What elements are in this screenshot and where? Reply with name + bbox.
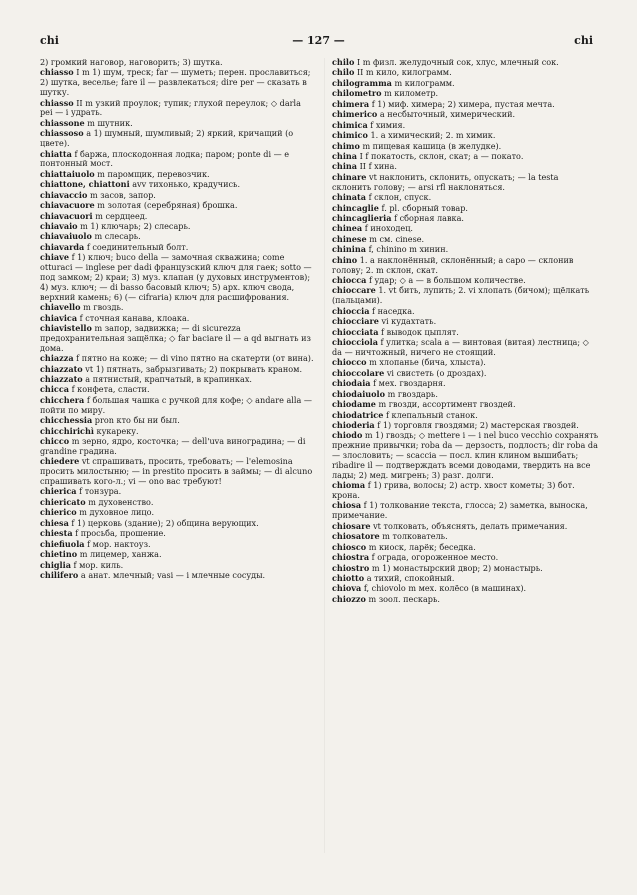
dictionary-entry <box>332 68 600 78</box>
entry-definition: m гвоздь. <box>83 302 124 313</box>
entry-headword: chiostra <box>332 552 370 563</box>
entry-definition: m 1) ключарь; 2) слесарь. <box>80 221 191 232</box>
dictionary-entry <box>332 131 600 141</box>
entry-definition: f соединительный болт. <box>86 241 189 252</box>
dictionary-entry <box>40 571 315 581</box>
entry-definition: I m физл. желудочный сок, хлус, млечный сок. <box>356 58 559 67</box>
dictionary-entry <box>40 396 315 416</box>
entry-headword: chierico <box>40 507 77 518</box>
dictionary-entry <box>332 390 600 400</box>
dictionary-entry <box>332 400 600 410</box>
entry-headword: chiasso <box>40 97 74 108</box>
entry-definition: I m 1) шум, треск; far — шуметь; перен. прославиться; 2) шутка, веселье; fare il — развлекаться; dire per — сказать в шутку. <box>40 67 311 98</box>
dictionary-entry <box>40 529 315 539</box>
dictionary-entry <box>40 354 315 364</box>
entry-definition: a 1) шумный, шумливый; 2) яркий, кричащий (о цвете). <box>40 128 294 149</box>
entry-headword: chiassone <box>40 117 85 128</box>
dictionary-entry <box>40 253 315 302</box>
entry-definition: a тихий, спокойный. <box>366 572 455 583</box>
dictionary-entry <box>332 317 600 327</box>
entry-headword: chiova <box>332 583 362 594</box>
entry-headword: chiavello <box>40 302 81 313</box>
entry-definition: m толкователь. <box>382 531 448 542</box>
entry-headword: chiozzo <box>332 593 366 604</box>
entry-definition: vt 1) пятнать, забрызгивать; 2) покрывать краном. <box>85 363 303 374</box>
dictionary-entry <box>40 457 315 487</box>
entry-definition: m километр. <box>384 88 439 99</box>
entry-headword: chimera <box>332 98 370 109</box>
entry-definition: m шутник. <box>87 117 133 128</box>
entry-headword: chiavaiuolo <box>40 231 92 242</box>
entry-headword: chinare <box>332 171 367 182</box>
entry-headword: chinea <box>332 223 363 234</box>
entry-headword: chiavacuore <box>40 200 95 211</box>
entry-definition: m сердцеед. <box>95 210 148 221</box>
entry-definition: I f покатость, склон, скат; a — покато. <box>359 150 524 161</box>
dictionary-entry <box>40 365 315 375</box>
entry-headword: chiefiuola <box>40 538 85 549</box>
entry-definition: f баржа, плоскодонная лодка; паром; ponte di — e понтонный мост. <box>40 148 290 169</box>
entry-definition: vt наклонить, склонить, опускать; — la testa склонить голову; — arsi rfl наклоняться. <box>332 171 559 192</box>
entry-definition: f выводок цыплят. <box>381 326 459 337</box>
entry-headword: chioccolare <box>332 367 385 378</box>
entry-definition: f, chinino m хинин. <box>368 244 449 255</box>
dictionary-entry <box>40 550 315 560</box>
entry-headword: chicchirichì <box>40 425 94 436</box>
entry-definition: m гвозди, ассортимент гвоздей. <box>378 399 516 410</box>
entry-definition: m духовенство. <box>88 496 154 507</box>
entry-definition: m 1) монастырский двор; 2) монастырь. <box>371 562 543 573</box>
dictionary-entry <box>332 152 600 162</box>
entry-definition: f клепальный станок. <box>385 409 478 420</box>
entry-definition: f улитка; scala a — винтовая (витая) лестница; ◇ da — ничтожный, ничего не стоящий. <box>332 337 589 357</box>
entry-headword: chioma <box>332 480 366 491</box>
entry-definition: avv тихонько, крадучись. <box>132 179 241 190</box>
entry-definition: m киоск, ларёк; беседка. <box>368 541 476 552</box>
entry-headword: chiocco <box>332 357 367 368</box>
right-column <box>332 58 600 605</box>
entry-headword: chiotto <box>332 572 365 583</box>
entry-definition: a несбыточный, химерический. <box>379 109 516 120</box>
column-gutter <box>324 58 325 853</box>
dictionary-entry <box>40 498 315 508</box>
entry-headword: chiavacuori <box>40 210 93 221</box>
entry-headword: chincaglieria <box>332 212 392 223</box>
entry-headword: chiosatore <box>332 531 380 542</box>
running-head-right: chi <box>574 34 593 47</box>
running-head-left: chi <box>40 34 59 47</box>
dictionary-entry <box>332 564 600 574</box>
entry-definition: f химия. <box>370 119 406 130</box>
entry-definition: II m кило, килограмм. <box>356 67 452 78</box>
entry-headword: chiazzato <box>40 363 83 374</box>
entry-definition: m паромщик, перевозчик. <box>97 168 210 179</box>
entry-headword: chiesta <box>40 528 73 539</box>
dictionary-entry <box>40 129 315 149</box>
entry-headword: chiazzato <box>40 374 83 385</box>
entry-headword: chimerico <box>332 109 378 120</box>
dictionary-entry <box>332 369 600 379</box>
entry-definition: m хлопанье (бича, хлыста). <box>369 357 486 368</box>
entry-definition: m гвоздарь. <box>387 388 438 399</box>
dictionary-entry <box>332 276 600 286</box>
entry-definition: f 1) толкование текста, глосса; 2) заметка, выноска, примечание. <box>332 500 588 521</box>
entry-definition: 1. vt бить, лупить; 2. vi хлопать (бичом); щёлкать (пальцами). <box>332 285 590 306</box>
entry-headword: chiattaiuolo <box>40 168 95 179</box>
page-number: — 127 — <box>292 34 345 47</box>
dictionary-entry <box>332 173 600 193</box>
entry-headword: chicca <box>40 384 69 395</box>
entry-headword: chioccia <box>332 305 370 316</box>
entry-definition: m зоол. пескарь. <box>368 593 440 604</box>
dictionary-entry <box>40 508 315 518</box>
entry-headword: chimo <box>332 140 360 151</box>
dictionary-entry <box>332 121 600 131</box>
entry-headword: chiodaiuolo <box>332 388 386 399</box>
entry-headword: chiodo <box>332 430 363 441</box>
entry-headword: chierica <box>40 486 77 497</box>
dictionary-entry <box>332 481 600 501</box>
dictionary-entry <box>40 303 315 313</box>
entry-headword: chiavica <box>40 312 78 323</box>
entry-headword: chiave <box>40 252 69 263</box>
entry-definition: m см. cinese. <box>369 233 425 244</box>
entry-headword: chicchera <box>40 394 85 405</box>
entry-headword: chinina <box>332 244 366 255</box>
entry-headword: chicchessia <box>40 415 93 426</box>
dictionary-entry <box>332 193 600 203</box>
entry-definition: vi кудахтать. <box>381 316 437 327</box>
entry-definition: f иноходец. <box>364 223 413 234</box>
entry-definition: f 1) церковь (здание); 2) община верующих. <box>71 517 259 528</box>
entry-definition: m засов, запор. <box>90 189 156 200</box>
entry-definition: II f хина. <box>359 161 397 172</box>
entry-headword: chiocciata <box>332 326 379 337</box>
entry-headword: chioderia <box>332 419 375 430</box>
dictionary-entry <box>40 150 315 170</box>
dictionary-entry <box>332 224 600 234</box>
dictionary-entry <box>332 532 600 542</box>
dictionary-entry <box>332 431 600 480</box>
entry-headword: china <box>332 161 358 172</box>
dictionary-entry <box>332 379 600 389</box>
entry-headword: chilo <box>332 67 355 78</box>
entry-headword: chiavaio <box>40 221 78 232</box>
dictionary-entry <box>332 501 600 521</box>
entry-definition: m килограмм. <box>394 77 455 88</box>
entry-definition: f 1) миф. химера; 2) химера, пустая мечта. <box>371 98 555 109</box>
dictionary-entry <box>332 110 600 120</box>
entry-definition: f, chiovolo m мех. колёсо (в машинах). <box>363 583 527 594</box>
entry-definition: pron кто бы ни был. <box>94 415 180 426</box>
entry-headword: chilogramma <box>332 77 392 88</box>
entry-headword: chiassoso <box>40 128 84 139</box>
entry-definition: f 1) торговля гвоздями; 2) мастерская гвоздей. <box>377 419 579 430</box>
dictionary-entry <box>332 411 600 421</box>
entry-headword: chiocciare <box>332 316 379 327</box>
entry-headword: chiostro <box>332 562 370 573</box>
dictionary-entry <box>332 421 600 431</box>
entry-definition: m слесарь. <box>94 231 141 242</box>
dictionary-entry <box>40 180 315 190</box>
dictionary-entry <box>332 307 600 317</box>
dictionary-entry <box>332 142 600 152</box>
entry-definition: m духовное лицо. <box>79 507 155 518</box>
dictionary-entry <box>332 522 600 532</box>
entry-headword: chilo <box>332 58 355 67</box>
dictionary-entry <box>40 222 315 232</box>
entry-headword: chiglia <box>40 559 71 570</box>
entry-headword: chimico <box>332 130 368 141</box>
entry-definition: f пятно на коже; — di vino пятно на скатерти (от вина). <box>76 353 314 364</box>
dictionary-entry <box>332 162 600 172</box>
entry-definition: кукареку. <box>96 425 139 436</box>
entry-headword: chiatta <box>40 148 72 159</box>
dictionary-entry <box>332 204 600 214</box>
entry-headword: chiavistello <box>40 323 92 334</box>
entry-definition: f просьба, прошение. <box>75 528 166 539</box>
entry-definition: m золотая (серебряная) брошка. <box>97 200 238 211</box>
entry-headword: chiocciola <box>332 337 378 348</box>
entry-headword: chiavaccio <box>40 189 88 200</box>
entry-headword: chioccare <box>332 285 376 296</box>
entry-headword: chiasso <box>40 67 74 78</box>
dictionary-entry <box>332 100 600 110</box>
dictionary-entry <box>40 540 315 550</box>
entry-definition: 1. a химический; 2. m химик. <box>370 130 496 141</box>
entry-definition: vt спрашивать, просить, требовать; — l'elemosina просить милостыню; — in prestito просить в займы; — di alcuno спрашивать кого-л.; vi — ono вас требуют! <box>40 456 313 487</box>
entry-headword: chinata <box>332 192 366 203</box>
entry-definition: f большая чашка с ручкой для кофе; ◇ andare alla — пойти по миру. <box>40 394 312 415</box>
dictionary-entry <box>40 243 315 253</box>
dictionary-entry <box>40 561 315 571</box>
entry-definition: f конфета, сласти. <box>71 384 150 395</box>
dictionary-entry <box>40 212 315 222</box>
entry-definition: f. pl. сборный товар. <box>381 202 469 213</box>
entry-headword: chietino <box>40 549 78 560</box>
dictionary-entry <box>40 324 315 354</box>
entry-definition: f 1) ключ; buco della — замочная скважина; come otturaci — inglese per dadi французский ключ для гаек; sotto — под замком; 2) краи; 3) муз. клапан (у духовых инструментов); 4) муз. ключ; — di basso басовый ключ; 5) арх. ключ свода, верхний камень; 6) (— cifraria) ключ для расшифрования. <box>40 252 312 302</box>
entry-definition: f мор. киль. <box>73 559 124 570</box>
entry-definition: vi свистеть (о дроздах). <box>386 367 487 378</box>
entry-headword: chiavarda <box>40 241 85 252</box>
entry-headword: chiodatrice <box>332 409 384 420</box>
entry-definition: m пищевая кашица (в желудке). <box>362 140 502 151</box>
entry-definition: f тонзура. <box>79 486 122 497</box>
dictionary-entry <box>40 170 315 180</box>
entry-headword: chimica <box>332 119 368 130</box>
entry-definition: f мор. нактоуз. <box>87 538 151 549</box>
entry-headword: chiodaia <box>332 378 371 389</box>
page-header <box>0 34 637 50</box>
entry-definition: vt толковать, объяснять, делать примечания. <box>373 520 568 531</box>
dictionary-entry <box>40 68 315 98</box>
entry-headword: chiocca <box>332 275 367 285</box>
dictionary-entry <box>332 358 600 368</box>
dictionary-entry <box>40 201 315 211</box>
entry-definition: a пятнистый, крапчатый, в крапинках. <box>85 374 252 385</box>
entry-headword: chiericato <box>40 496 86 507</box>
entry-definition: 1. a наклонённый, склонённый; a capo — склонив голову; 2. m склон, скат. <box>332 254 574 275</box>
dictionary-entry <box>40 58 315 68</box>
entry-definition: f ограда, огороженное место. <box>371 552 499 563</box>
dictionary-entry <box>40 427 315 437</box>
entry-headword: chilifero <box>40 569 79 580</box>
entry-headword: chiedere <box>40 456 80 467</box>
dictionary-entry <box>40 191 315 201</box>
dictionary-entry <box>332 328 600 338</box>
entry-definition: 2) громкий наговор, наговорить; 3) шутка. <box>40 58 223 67</box>
entry-definition: m 1) гвоздь; ◇ mettere i — i nel buco vecchio сохранять прежние привычки; roba da — дерзость, подлость; dir roba da — злословить; — scaccia — посл. клин клином вышибать; ribadire il — подтверждать всеми доводами, твердить на все лады; 2) мед. мигрень; 3) разг. долги. <box>332 430 599 480</box>
dictionary-entry <box>332 286 600 306</box>
entry-definition: a анат. млечный; vasi — i млечные сосуды. <box>80 569 266 580</box>
entry-headword: chiesa <box>40 517 69 528</box>
entry-definition: f наседка. <box>372 305 415 316</box>
entry-headword: chiattone, chiattoni <box>40 179 130 190</box>
dictionary-entry <box>40 519 315 529</box>
entry-definition: f сточная канава, клоака. <box>79 312 190 323</box>
dictionary-entry <box>40 385 315 395</box>
dictionary-entry <box>332 595 600 605</box>
entry-definition: m зерно, ядро, косточка; — dell'uva виноградина; — di grandine градина. <box>40 436 306 456</box>
dictionary-entry <box>332 245 600 255</box>
entry-definition: II m узкий проулок; тупик; глухой переулок; ◇ darla pei — i удрать. <box>40 97 301 118</box>
dictionary-entry <box>332 79 600 89</box>
dictionary-entry <box>332 338 600 358</box>
dictionary-entry <box>40 416 315 426</box>
entry-definition: m лицемер, ханжа. <box>79 549 162 560</box>
entry-definition: m запор, задвижка; — di sicurezza предохранительная защёлка; ◇ far baciare il — a qd выгнать из дома. <box>40 323 311 353</box>
entry-headword: chino <box>332 254 358 265</box>
dictionary-entry <box>40 437 315 457</box>
dictionary-entry <box>332 543 600 553</box>
dictionary-entry <box>332 214 600 224</box>
entry-headword: chinese <box>332 233 367 244</box>
dictionary-entry <box>332 58 600 68</box>
entry-definition: f сборная лавка. <box>394 212 464 223</box>
dictionary-entry <box>332 574 600 584</box>
entry-headword: chincaglie <box>332 202 379 213</box>
entry-headword: china <box>332 150 358 161</box>
entry-headword: chiazza <box>40 353 74 364</box>
dictionary-entry <box>332 256 600 276</box>
dictionary-entry <box>40 99 315 119</box>
entry-headword: chiodame <box>332 399 376 410</box>
dictionary-entry <box>332 553 600 563</box>
dictionary-entry <box>40 487 315 497</box>
dictionary-entry <box>332 235 600 245</box>
dictionary-entry <box>40 375 315 385</box>
entry-definition: f 1) грива, волосы; 2) астр. хвост кометы; 3) бот. крона. <box>332 480 575 501</box>
left-column <box>40 58 315 581</box>
entry-headword: chiosare <box>332 520 371 531</box>
entry-definition: f мех. гвоздарня. <box>373 378 446 389</box>
dictionary-entry <box>40 119 315 129</box>
dictionary-entry <box>40 314 315 324</box>
dictionary-entry <box>332 89 600 99</box>
entry-headword: chilometro <box>332 88 382 99</box>
dictionary-entry <box>332 584 600 594</box>
entry-headword: chiosco <box>332 541 367 552</box>
entry-headword: chicco <box>40 436 70 447</box>
entry-definition: f удар; ◇ a — в большом количестве. <box>368 275 526 285</box>
entry-headword: chiosa <box>332 500 362 511</box>
entry-definition: f склон, спуск. <box>368 192 432 203</box>
dictionary-entry <box>40 232 315 242</box>
